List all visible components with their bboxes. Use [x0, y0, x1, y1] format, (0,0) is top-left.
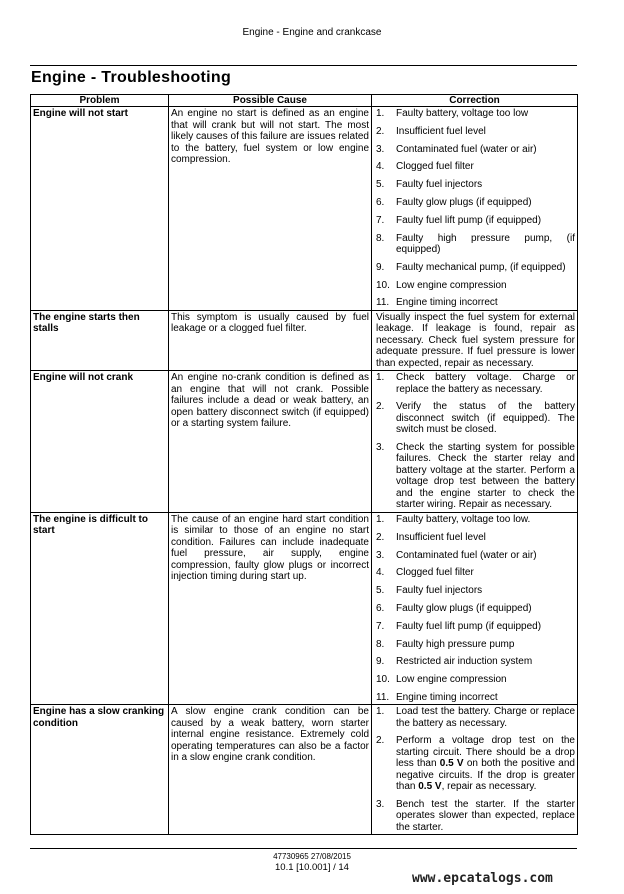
watermark: www.epcatalogs.com — [412, 871, 553, 886]
list-item — [374, 735, 575, 793]
list-item — [374, 799, 575, 834]
item-text: Faulty fuel lift pump (if equipped) — [396, 214, 542, 226]
item-text: Faulty mechanical pump, (if equipped) — [396, 261, 566, 273]
correction-cell — [372, 512, 578, 704]
item-number: 9. — [376, 261, 385, 273]
item-number: 11. — [376, 297, 390, 309]
item-number: 3. — [376, 549, 385, 561]
item-number: 11. — [376, 691, 390, 703]
list-item — [374, 108, 575, 120]
footer-rule — [30, 848, 577, 849]
list-item — [374, 126, 575, 138]
item-number: 1. — [376, 706, 385, 718]
item-number: 6. — [376, 196, 385, 208]
item-number: 10. — [376, 674, 390, 686]
correction-cell — [372, 107, 578, 311]
item-text: Faulty high pressure pump — [396, 638, 515, 650]
document-id: 47730965 27/08/2015 — [273, 852, 351, 861]
list-item — [374, 567, 575, 579]
list-item — [374, 161, 575, 173]
problem-cell: Engine has a slow cranking condition — [31, 705, 169, 835]
correction-cell — [372, 371, 578, 513]
item-number: 2. — [376, 401, 385, 413]
problem-cell: The engine is difficult to start — [31, 512, 169, 704]
list-item — [374, 603, 575, 615]
cause-cell: An engine no start is defined as an engine that will crank but will not start. The most likely causes of this failure are issues related to the battery, fuel system or low engine compression. — [169, 107, 372, 311]
item-number: 3. — [376, 798, 385, 810]
list-item — [374, 674, 575, 686]
item-text: Engine timing incorrect — [396, 297, 498, 309]
item-number: 10. — [376, 279, 390, 291]
table-header-row — [31, 95, 578, 107]
list-item — [374, 532, 575, 544]
item-text: Faulty high pressure pump, (if equipped) — [396, 232, 575, 256]
item-text: Clogged fuel filter — [396, 567, 474, 579]
item-text: Low engine compression — [396, 674, 507, 686]
troubleshooting-table — [30, 94, 578, 835]
list-item — [374, 442, 575, 511]
correction-list — [374, 514, 575, 703]
list-item — [374, 550, 575, 562]
item-text: Clogged fuel filter — [396, 161, 474, 173]
list-item — [374, 144, 575, 156]
table-row — [31, 512, 578, 704]
list-item — [374, 233, 575, 256]
item-text: Check the starting system for possible failures. Check the starter relay and battery voltage at the starter. Perform a voltage drop test between the battery and the engine starter to check the starter wiring. Repair as necessary. — [396, 441, 575, 511]
item-number: 7. — [376, 214, 385, 226]
item-number: 8. — [376, 638, 385, 650]
item-text — [396, 735, 575, 793]
item-number: 3. — [376, 441, 385, 453]
problem-cell: Engine will not crank — [31, 371, 169, 513]
item-text: Low engine compression — [396, 279, 507, 291]
item-number: 7. — [376, 620, 385, 632]
list-item — [374, 215, 575, 227]
list-item — [374, 280, 575, 292]
list-item — [374, 197, 575, 209]
cause-cell: This symptom is usually caused by fuel leakage or a clogged fuel filter. — [169, 310, 372, 371]
item-text: Restricted air induction system — [396, 656, 533, 668]
section-title: Engine - Troubleshooting — [31, 69, 232, 86]
header-rule — [30, 65, 577, 66]
item-text: Insufficient fuel level — [396, 125, 486, 137]
list-item — [374, 262, 575, 274]
item-text: Faulty battery, voltage too low — [396, 108, 529, 119]
item-number: 9. — [376, 656, 385, 668]
list-item — [374, 179, 575, 191]
item-text: Contaminated fuel (water or air) — [396, 143, 537, 155]
item-number: 5. — [376, 585, 385, 597]
item-number: 8. — [376, 232, 385, 244]
item-text: Faulty fuel injectors — [396, 179, 483, 191]
page-number: 10.1 [10.001] / 14 — [275, 862, 349, 873]
item-number: 6. — [376, 602, 385, 614]
voltage-value: 0.5 V — [439, 758, 464, 770]
item-text: Faulty fuel injectors — [396, 585, 483, 597]
table-row — [31, 310, 578, 371]
voltage-value: 0.5 V — [418, 781, 442, 793]
cause-cell: An engine no-crank condition is defined as an engine that will not crank. Possible failures include a dead or weak battery, an open battery disconnect switch (if equipped) or a starting system failure. — [169, 371, 372, 513]
correction-list — [374, 108, 575, 309]
item-number: 2. — [376, 735, 385, 747]
item-number: 1. — [376, 513, 385, 525]
list-item — [374, 585, 575, 597]
item-text: Faulty glow plugs (if equipped) — [396, 196, 532, 208]
correction-cell — [372, 705, 578, 835]
item-number: 1. — [376, 372, 385, 384]
list-item — [374, 514, 575, 526]
item-text: Insufficient fuel level — [396, 531, 486, 543]
list-item — [374, 401, 575, 436]
column-header-problem: Problem — [31, 95, 169, 107]
item-text: Faulty fuel lift pump (if equipped) — [396, 620, 542, 632]
list-item — [374, 706, 575, 729]
item-text: Verify the status of the battery disconnect switch (if equipped). The switch must be closed. — [396, 401, 575, 436]
item-number: 3. — [376, 143, 385, 155]
list-item — [374, 621, 575, 633]
item-number: 2. — [376, 531, 385, 543]
cause-cell: A slow engine crank condition can be caused by a weak battery, worn starter internal engine resistance. Extremely cold operating temperatures can also be a factor in a slow engine crank condition. — [169, 705, 372, 835]
correction-list — [374, 372, 575, 511]
problem-cell: Engine will not start — [31, 107, 169, 311]
item-text: Engine timing incorrect — [396, 691, 498, 703]
list-item — [374, 297, 575, 309]
cause-cell: The cause of an engine hard start condition is similar to those of an engine no start condition. Failures can include inadequate fuel pressure, air supply, engine compression, faulty glow plugs or incorrect injection timing during start up. — [169, 512, 372, 704]
list-item — [374, 656, 575, 668]
problem-cell: The engine starts then stalls — [31, 310, 169, 371]
list-item — [374, 372, 575, 395]
item-number: 4. — [376, 567, 385, 579]
item-text-part: Perform a voltage drop test on the starting circuit. There should be a drop less than — [396, 735, 575, 770]
list-item — [374, 692, 575, 704]
correction-list — [374, 706, 575, 833]
item-text: Check battery voltage. Charge or replace the battery as necessary. — [396, 372, 575, 395]
item-number: 4. — [376, 161, 385, 173]
item-number: 1. — [376, 108, 385, 119]
column-header-correction: Correction — [372, 95, 578, 107]
item-text-part: on both the positive and negative circuits. If the drop is greater than — [396, 758, 575, 793]
item-text: Faulty glow plugs (if equipped) — [396, 602, 532, 614]
item-text: Load test the battery. Charge or replace the battery as necessary. — [396, 706, 575, 729]
list-item — [374, 639, 575, 651]
item-text: Contaminated fuel (water or air) — [396, 549, 537, 561]
column-header-cause: Possible Cause — [169, 95, 372, 107]
correction-cell — [372, 310, 578, 371]
correction-text: Visually inspect the fuel system for external leakage. If leakage is found, repair as necessary. Check fuel system pressure for adequate pressure. If fuel pressure is lower than expected, repair as necessary. — [376, 311, 575, 369]
item-text-part: , repair as necessary. — [441, 781, 537, 793]
item-number: 2. — [376, 125, 385, 137]
table-row — [31, 107, 578, 311]
running-header: Engine - Engine and crankcase — [242, 27, 382, 38]
item-text: Bench test the starter. If the starter operates slower than expected, replace the starter. — [396, 798, 575, 833]
item-number: 5. — [376, 179, 385, 191]
table-row — [31, 705, 578, 835]
table-row — [31, 371, 578, 513]
item-text: Faulty battery, voltage too low. — [396, 513, 531, 525]
